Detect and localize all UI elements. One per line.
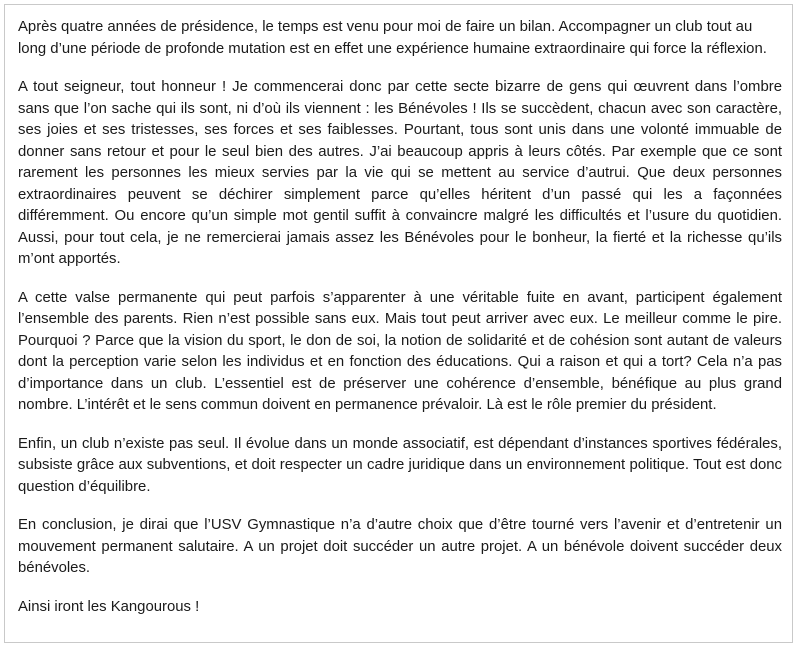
paragraph-introduction: Après quatre années de présidence, le temps est venu pour moi de faire un bilan. Accompagner un club tout au long d’une période de profonde mutation est en effet une expérience humaine extraordinaire qui force la réflexion. xyxy=(18,19,767,57)
document-body xyxy=(4,4,793,643)
paragraph-closing: Ainsi iront les Kangourous ! xyxy=(18,598,200,615)
paragraph-benevoles: A tout seigneur, tout honneur ! Je commencerai donc par cette secte bizarre de gens qui œuvrent dans l’ombre sans que l’on sache qui ils sont, ni d’où ils viennent : les Bénévoles ! Ils se succèdent, chacun avec son caractère, ses joies et ses tristesses, ses forces et ses faiblesses. Pourtant, tous sont unis dans une volonté immuable de donner sans retour et pour le seul bien des autres. J’ai beaucoup appris à leurs côtés. Par exemple que ce sont rarement les personnes les mieux servies par la vie qui se mettent au service d’autrui. Que deux personnes extraordinaires peuvent se déchirer simplement parce qu’elles héritent d’un passé qui les a façonnées différemment. Ou encore qu’un simple mot gentil suffit à convaincre malgré les difficultés et l’usure du quotidien. Aussi, pour tout cela, je ne remercierai jamais assez les Bénévoles pour le bonheur, la fierté et la richesse qu’ils m’ont apportés. xyxy=(18,79,782,267)
paragraph-conclusion: En conclusion, je dirai que l’USV Gymnastique n’a d’autre choix que d’être tourné vers l’avenir et d’entretenir un mouvement permanent salutaire. A un projet doit succéder un autre projet. A un bénévole doivent succéder deux bénévoles. xyxy=(18,517,782,576)
paragraph-parents: A cette valse permanente qui peut parfois s’apparenter à une véritable fuite en avant, participent également l’ensemble des parents. Rien n’est possible sans eux. Mais tout peut arriver avec eux. Le meilleur comme le pire. Pourquoi ? Parce que la vision du sport, le don de soi, la notion de solidarité et de cohésion sont autant de valeurs dont la perception varie selon les individus et en fonction des éducations. Qui a raison et qui a tort? Cela n’a pas d’importance dans un club. L’essentiel est de préserver une cohérence d’ensemble, bénéfique au plus grand nombre. L’intérêt et le sens commun doivent en permanence prévaloir. Là est le rôle premier du président. xyxy=(18,289,782,413)
paragraph-environnement: Enfin, un club n’existe pas seul. Il évolue dans un monde associatif, est dépendant d’instances sportives fédérales, subsiste grâce aux subventions, et doit respecter un cadre juridique dans un environnement politique. Tout est donc question d’équilibre. xyxy=(18,435,782,495)
